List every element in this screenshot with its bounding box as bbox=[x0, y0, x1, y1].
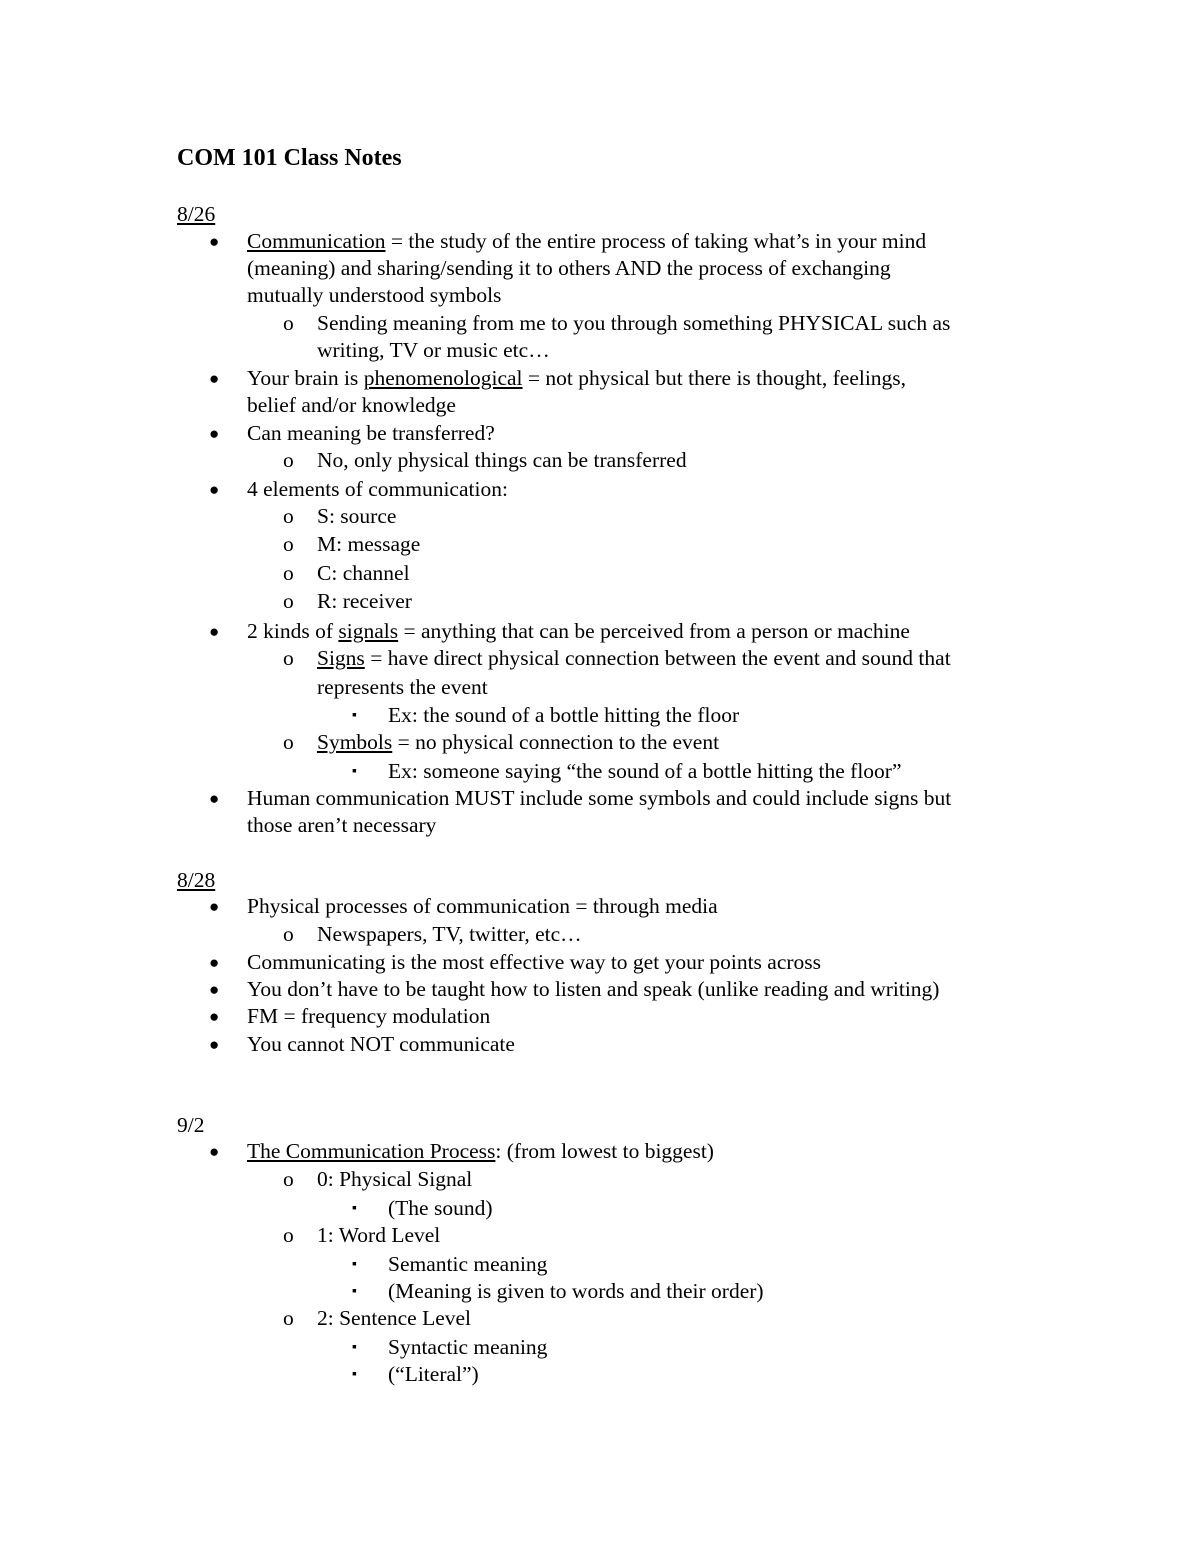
item-text: = no physical connection to the event bbox=[392, 730, 720, 754]
list-item bbox=[247, 228, 926, 256]
list-item-continuation: represents the event bbox=[317, 675, 488, 699]
list-item: (The sound) bbox=[388, 1196, 493, 1220]
list-item: Physical processes of communication = through media bbox=[247, 894, 718, 918]
bullet-marker: ● bbox=[209, 480, 220, 499]
circle-marker: o bbox=[283, 1167, 294, 1191]
list-item: 4 elements of communication: bbox=[247, 477, 508, 501]
square-marker: ▪ bbox=[352, 1201, 357, 1216]
section-date: 8/28 bbox=[177, 868, 216, 892]
list-item bbox=[247, 365, 906, 393]
term: phenomenological bbox=[363, 366, 523, 390]
list-item-continuation: belief and/or knowledge bbox=[247, 393, 456, 417]
circle-marker: o bbox=[283, 922, 294, 946]
circle-marker: o bbox=[283, 311, 294, 335]
list-item: 2: Sentence Level bbox=[317, 1306, 472, 1330]
list-item: FM = frequency modulation bbox=[247, 1004, 491, 1028]
item-text: : (from lowest to biggest) bbox=[495, 1139, 714, 1163]
square-marker: ▪ bbox=[352, 708, 357, 723]
item-text: Your brain is bbox=[247, 366, 364, 390]
bullet-marker: ● bbox=[209, 424, 220, 443]
list-item: Sending meaning from me to you through something PHYSICAL such as bbox=[317, 311, 951, 335]
list-item bbox=[247, 1138, 714, 1166]
circle-marker: o bbox=[283, 504, 294, 528]
circle-marker: o bbox=[283, 646, 294, 670]
item-text: = anything that can be perceived from a person or machine bbox=[398, 619, 910, 643]
list-item bbox=[247, 618, 910, 646]
list-item bbox=[317, 645, 951, 673]
circle-marker: o bbox=[283, 532, 294, 556]
list-item: Communicating is the most effective way to get your points across bbox=[247, 950, 822, 974]
circle-marker: o bbox=[283, 1223, 294, 1247]
circle-marker: o bbox=[283, 730, 294, 754]
list-item: Newspapers, TV, twitter, etc… bbox=[317, 922, 582, 946]
page-title: COM 101 Class Notes bbox=[177, 145, 402, 171]
section-date: 9/2 bbox=[177, 1113, 205, 1137]
term: Symbols bbox=[317, 730, 393, 754]
term: Signs bbox=[317, 646, 365, 670]
list-item-continuation: mutually understood symbols bbox=[247, 283, 502, 307]
bullet-marker: ● bbox=[209, 232, 220, 251]
bullet-marker: ● bbox=[209, 1007, 220, 1026]
list-item: You don’t have to be taught how to listen and speak (unlike reading and writing) bbox=[247, 977, 940, 1001]
item-text: = the study of the entire process of taking what’s in your mind bbox=[385, 229, 927, 253]
list-item: S: source bbox=[317, 504, 397, 528]
bullet-marker: ● bbox=[209, 980, 220, 999]
list-item: Ex: someone saying “the sound of a bottle hitting the floor” bbox=[388, 759, 902, 783]
square-marker: ▪ bbox=[352, 764, 357, 779]
list-item: R: receiver bbox=[317, 589, 412, 613]
list-item: Can meaning be transferred? bbox=[247, 421, 495, 445]
bullet-marker: ● bbox=[209, 622, 220, 641]
list-item: Syntactic meaning bbox=[388, 1335, 548, 1359]
list-item: (Meaning is given to words and their order) bbox=[388, 1279, 764, 1303]
list-item: M: message bbox=[317, 532, 421, 556]
list-item-continuation: (meaning) and sharing/sending it to others AND the process of exchanging bbox=[247, 256, 891, 280]
circle-marker: o bbox=[283, 589, 294, 613]
list-item-continuation: writing, TV or music etc… bbox=[317, 338, 550, 362]
bullet-marker: ● bbox=[209, 897, 220, 916]
list-item-continuation: those aren’t necessary bbox=[247, 813, 437, 837]
list-item: (“Literal”) bbox=[388, 1362, 479, 1386]
list-item: C: channel bbox=[317, 561, 410, 585]
list-item: 0: Physical Signal bbox=[317, 1167, 473, 1191]
bullet-marker: ● bbox=[209, 953, 220, 972]
bullet-marker: ● bbox=[209, 369, 220, 388]
item-text: = not physical but there is thought, feelings, bbox=[522, 366, 907, 390]
bullet-marker: ● bbox=[209, 1035, 220, 1054]
square-marker: ▪ bbox=[352, 1284, 357, 1299]
section-date: 8/26 bbox=[177, 202, 216, 226]
term: Communication bbox=[247, 229, 386, 253]
list-item: You cannot NOT communicate bbox=[247, 1032, 515, 1056]
term: The Communication Process bbox=[247, 1139, 496, 1163]
bullet-marker: ● bbox=[209, 1142, 220, 1161]
circle-marker: o bbox=[283, 1306, 294, 1330]
list-item: Semantic meaning bbox=[388, 1252, 548, 1276]
list-item: 1: Word Level bbox=[317, 1223, 441, 1247]
list-item: No, only physical things can be transferred bbox=[317, 448, 687, 472]
bullet-marker: ● bbox=[209, 789, 220, 808]
list-item: Ex: the sound of a bottle hitting the floor bbox=[388, 703, 740, 727]
item-text: 2 kinds of bbox=[247, 619, 339, 643]
circle-marker: o bbox=[283, 561, 294, 585]
square-marker: ▪ bbox=[352, 1257, 357, 1272]
list-item: Human communication MUST include some symbols and could include signs but bbox=[247, 786, 952, 810]
term: signals bbox=[338, 619, 399, 643]
item-text: = have direct physical connection between the event and sound that bbox=[364, 646, 951, 670]
list-item bbox=[317, 729, 719, 757]
circle-marker: o bbox=[283, 448, 294, 472]
square-marker: ▪ bbox=[352, 1367, 357, 1382]
square-marker: ▪ bbox=[352, 1340, 357, 1355]
